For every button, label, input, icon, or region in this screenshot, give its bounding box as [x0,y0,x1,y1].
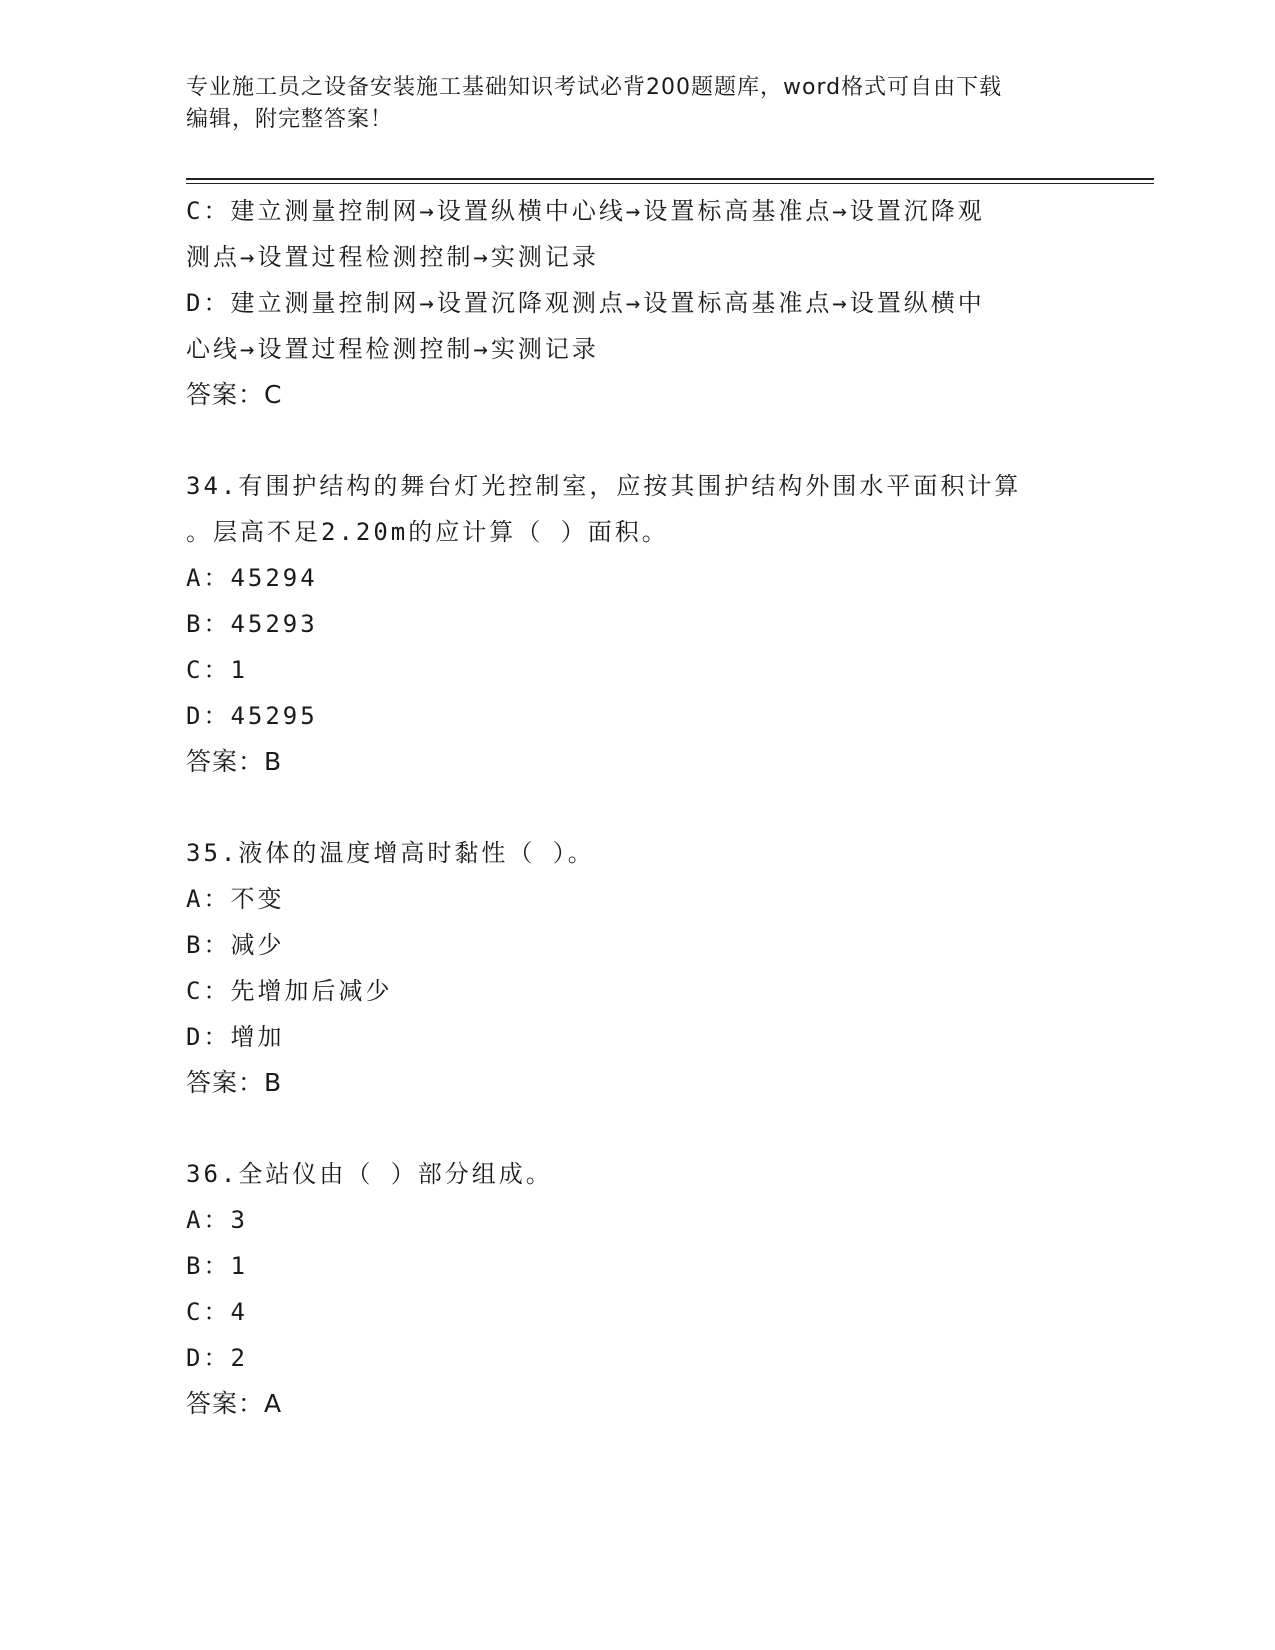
question-stem-line-2: 。层高不足2.20m的应计算（ ）面积。 [186,518,669,546]
option-c-line-2: 测点→设置过程检测控制→实测记录 [186,243,599,271]
option-d: D：增加 [186,1023,285,1051]
option-a: A：3 [186,1206,248,1234]
question-stem-line-1: 34.有围护结构的舞台灯光控制室，应按其围护结构外围水平面积计算 [186,472,1022,500]
option-a: A：45294 [186,564,318,592]
option-d: D：2 [186,1344,248,1372]
answer-line: 答案：C [186,380,283,409]
question-stem-line-1: 35.液体的温度增高时黏性（ ）。 [186,839,595,867]
answer-line: 答案：B [186,747,283,776]
option-c: C：4 [186,1298,248,1326]
question-spacer [186,418,1086,463]
option-b: B：45293 [186,610,318,638]
question-34 [186,463,1086,785]
answer-line: 答案：B [186,1068,283,1097]
option-c: C：先增加后减少 [186,977,393,1005]
question-35 [186,830,1086,1106]
question-stem-line-1: 36.全站仪由（ ）部分组成。 [186,1160,553,1188]
header-title-line-2: 编辑，附完整答案！ [186,107,394,132]
option-d: D：45295 [186,702,318,730]
question-list [186,188,1086,1427]
option-d-line-1: D：建立测量控制网→设置沉降观测点→设置标高基准点→设置纵横中 [186,289,985,317]
header-title-line-1: 专业施工员之设备安装施工基础知识考试必背200题题库，word格式可自由下载 [186,75,1003,100]
option-a: A：不变 [186,885,285,913]
option-b: B：减少 [186,931,285,959]
option-d-line-2: 心线→设置过程检测控制→实测记录 [186,335,599,363]
option-c: C：1 [186,656,248,684]
header-divider-thick [186,178,1154,180]
question-33 [186,188,1086,418]
question-36 [186,1151,1086,1427]
question-spacer [186,1106,1086,1151]
document-header [186,72,1066,136]
option-c-line-1: C：建立测量控制网→设置纵横中心线→设置标高基准点→设置沉降观 [186,197,985,225]
option-b: B：1 [186,1252,248,1280]
question-spacer [186,785,1086,830]
header-divider-thin [186,183,1154,184]
answer-line: 答案：A [186,1389,283,1418]
